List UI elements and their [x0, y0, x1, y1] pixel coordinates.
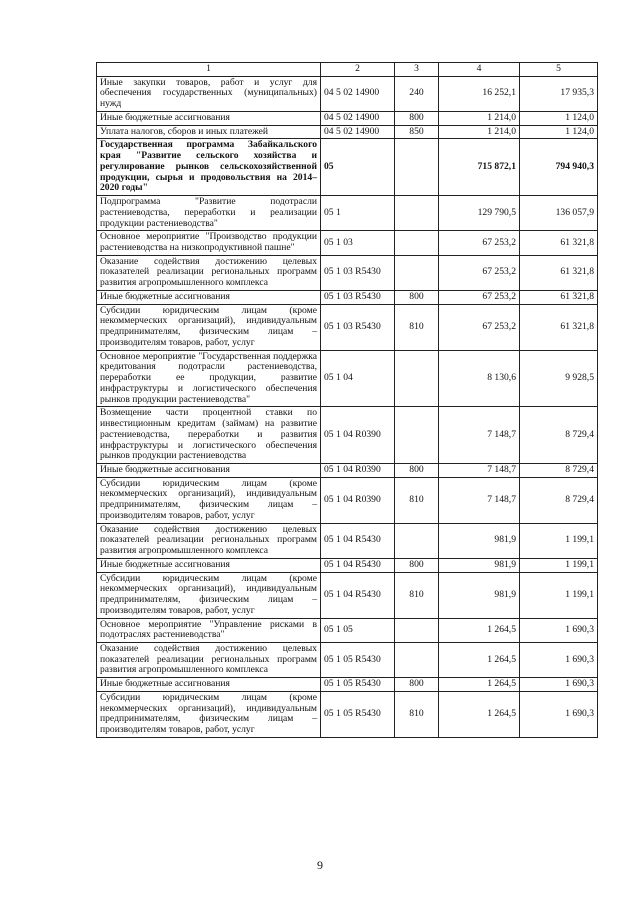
table-header-row — [97, 63, 598, 77]
row-type-cell — [395, 196, 439, 231]
row-code-cell: 05 1 05 R5430 — [321, 642, 395, 677]
row-type-cell: 800 — [395, 463, 439, 477]
table-row — [97, 477, 598, 523]
budget-table — [96, 62, 598, 738]
row-code-cell: 05 1 04 R5430 — [321, 572, 395, 618]
row-name-cell: Оказание содействия достижению целевых показателей реализации региональных программ развития агропромышленного комплекса — [97, 642, 321, 677]
row-name-cell: Основное мероприятие "Производство продукции растениеводства на низкопродуктивной пашне" — [97, 231, 321, 255]
row-code-cell: 05 1 03 R5430 — [321, 290, 395, 304]
row-code-cell: 05 1 04 R5430 — [321, 558, 395, 572]
row-code-cell: 05 1 03 — [321, 231, 395, 255]
row-type-cell: 800 — [395, 290, 439, 304]
row-amount-1-cell: 67 253,2 — [439, 304, 520, 350]
row-amount-1-cell: 67 253,2 — [439, 290, 520, 304]
table-row — [97, 139, 598, 196]
table-row — [97, 304, 598, 350]
table-row — [97, 523, 598, 558]
table-row — [97, 125, 598, 139]
table-row — [97, 407, 598, 464]
table-row — [97, 231, 598, 255]
table-row — [97, 290, 598, 304]
row-name-cell: Основное мероприятие "Государственная поддержка кредитования подотрасли растениеводства, переработки ее продукции, развитие инфраструктуры и логистического обеспечения рынков продукции растениеводства" — [97, 350, 321, 407]
table-row — [97, 255, 598, 290]
table-row — [97, 572, 598, 618]
row-name-cell: Уплата налогов, сборов и иных платежей — [97, 125, 321, 139]
row-amount-1-cell: 16 252,1 — [439, 76, 520, 111]
row-amount-2-cell: 61 321,8 — [520, 231, 598, 255]
row-name-cell: Оказание содействия достижению целевых показателей реализации региональных программ развития агропромышленного комплекса — [97, 523, 321, 558]
row-amount-1-cell: 1 214,0 — [439, 111, 520, 125]
row-code-cell: 05 1 05 R5430 — [321, 691, 395, 737]
header-cell-3: 3 — [395, 63, 439, 77]
row-amount-1-cell: 1 214,0 — [439, 125, 520, 139]
row-name-cell: Иные бюджетные ассигнования — [97, 290, 321, 304]
row-type-cell — [395, 523, 439, 558]
row-amount-2-cell: 136 057,9 — [520, 196, 598, 231]
row-code-cell: 05 1 05 R5430 — [321, 678, 395, 692]
row-amount-2-cell: 1 690,3 — [520, 642, 598, 677]
row-name-cell: Оказание содействия достижению целевых показателей реализации региональных программ развития агропромышленного комплекса — [97, 255, 321, 290]
row-amount-1-cell: 981,9 — [439, 523, 520, 558]
row-amount-2-cell: 61 321,8 — [520, 255, 598, 290]
row-type-cell: 810 — [395, 304, 439, 350]
row-name-cell: Иные бюджетные ассигнования — [97, 463, 321, 477]
header-cell-4: 4 — [439, 63, 520, 77]
row-amount-1-cell: 7 148,7 — [439, 477, 520, 523]
row-amount-1-cell: 981,9 — [439, 572, 520, 618]
row-amount-2-cell: 794 940,3 — [520, 139, 598, 196]
row-type-cell: 810 — [395, 477, 439, 523]
table-row — [97, 111, 598, 125]
row-amount-2-cell: 1 690,3 — [520, 691, 598, 737]
table-row — [97, 558, 598, 572]
table-row — [97, 678, 598, 692]
table-row — [97, 618, 598, 642]
row-amount-1-cell: 1 264,5 — [439, 618, 520, 642]
row-name-cell: Иные бюджетные ассигнования — [97, 111, 321, 125]
header-cell-5: 5 — [520, 63, 598, 77]
row-name-cell: Основное мероприятие "Управление рисками в подотраслях растениеводства" — [97, 618, 321, 642]
header-cell-2: 2 — [321, 63, 395, 77]
table-row — [97, 76, 598, 111]
table-row — [97, 463, 598, 477]
row-amount-2-cell: 17 935,3 — [520, 76, 598, 111]
row-type-cell — [395, 618, 439, 642]
row-amount-2-cell: 8 729,4 — [520, 407, 598, 464]
row-code-cell: 05 1 04 — [321, 350, 395, 407]
row-amount-1-cell: 715 872,1 — [439, 139, 520, 196]
row-code-cell: 05 1 04 R5430 — [321, 523, 395, 558]
row-code-cell: 04 5 02 14900 — [321, 125, 395, 139]
row-type-cell: 240 — [395, 76, 439, 111]
row-code-cell: 04 5 02 14900 — [321, 111, 395, 125]
row-type-cell: 810 — [395, 572, 439, 618]
row-type-cell — [395, 139, 439, 196]
row-type-cell: 800 — [395, 678, 439, 692]
row-name-cell: Иные бюджетные ассигнования — [97, 678, 321, 692]
row-amount-2-cell: 8 729,4 — [520, 477, 598, 523]
table-row — [97, 350, 598, 407]
row-name-cell: Субсидии юридическим лицам (кроме некоммерческих организаций), индивидуальным предпринимателям, физическим лицам – производителям товаров, работ, услуг — [97, 572, 321, 618]
row-code-cell: 05 1 03 R5430 — [321, 304, 395, 350]
row-name-cell: Иные бюджетные ассигнования — [97, 558, 321, 572]
row-amount-2-cell: 1 199,1 — [520, 523, 598, 558]
row-amount-1-cell: 7 148,7 — [439, 407, 520, 464]
row-name-cell: Иные закупки товаров, работ и услуг для обеспечения государственных (муниципальных) нужд — [97, 76, 321, 111]
row-amount-2-cell: 1 690,3 — [520, 618, 598, 642]
row-amount-1-cell: 1 264,5 — [439, 678, 520, 692]
row-amount-2-cell: 61 321,8 — [520, 304, 598, 350]
row-amount-1-cell: 67 253,2 — [439, 231, 520, 255]
row-code-cell: 05 1 04 R0390 — [321, 477, 395, 523]
row-code-cell: 05 1 — [321, 196, 395, 231]
row-type-cell — [395, 255, 439, 290]
row-amount-1-cell: 129 790,5 — [439, 196, 520, 231]
row-amount-2-cell: 1 199,1 — [520, 572, 598, 618]
page-number: 9 — [317, 858, 323, 872]
row-name-cell: Субсидии юридическим лицам (кроме некоммерческих организаций), индивидуальным предпринимателям, физическим лицам – производителям товаров, работ, услуг — [97, 304, 321, 350]
row-code-cell: 05 1 04 R0390 — [321, 407, 395, 464]
row-name-cell: Государственная программа Забайкальского края "Развитие сельского хозяйства и регулирование рынков сельскохозяйственной продукции, сырья и продовольствия на 2014–2020 годы" — [97, 139, 321, 196]
row-code-cell: 05 1 05 — [321, 618, 395, 642]
row-name-cell: Возмещение части процентной ставки по инвестиционным кредитам (займам) на развитие растениеводства, переработки и развития инфраструктуры и логистического обеспечения рынков продукции растениеводства — [97, 407, 321, 464]
row-type-cell: 850 — [395, 125, 439, 139]
row-type-cell: 800 — [395, 111, 439, 125]
row-amount-1-cell: 1 264,5 — [439, 642, 520, 677]
row-code-cell: 05 1 03 R5430 — [321, 255, 395, 290]
table-row — [97, 196, 598, 231]
row-amount-2-cell: 9 928,5 — [520, 350, 598, 407]
row-name-cell: Подпрограмма "Развитие подотрасли растениеводства, переработки и реализации продукции растениеводства" — [97, 196, 321, 231]
row-type-cell — [395, 407, 439, 464]
row-amount-1-cell: 8 130,6 — [439, 350, 520, 407]
table-row — [97, 642, 598, 677]
row-amount-2-cell: 61 321,8 — [520, 290, 598, 304]
row-amount-2-cell: 1 199,1 — [520, 558, 598, 572]
row-amount-2-cell: 1 690,3 — [520, 678, 598, 692]
row-amount-2-cell: 1 124,0 — [520, 111, 598, 125]
row-code-cell: 05 — [321, 139, 395, 196]
row-amount-2-cell: 1 124,0 — [520, 125, 598, 139]
row-name-cell: Субсидии юридическим лицам (кроме некоммерческих организаций), индивидуальным предпринимателям, физическим лицам – производителям товаров, работ, услуг — [97, 477, 321, 523]
row-amount-2-cell: 8 729,4 — [520, 463, 598, 477]
row-type-cell: 810 — [395, 691, 439, 737]
row-type-cell: 800 — [395, 558, 439, 572]
row-amount-1-cell: 67 253,2 — [439, 255, 520, 290]
row-type-cell — [395, 642, 439, 677]
row-amount-1-cell: 7 148,7 — [439, 463, 520, 477]
row-name-cell: Субсидии юридическим лицам (кроме некоммерческих организаций), индивидуальным предпринимателям, физическим лицам – производителям товаров, работ, услуг — [97, 691, 321, 737]
row-amount-1-cell: 981,9 — [439, 558, 520, 572]
row-type-cell — [395, 350, 439, 407]
row-code-cell: 04 5 02 14900 — [321, 76, 395, 111]
budget-table-body — [97, 63, 598, 738]
header-cell-1: 1 — [97, 63, 321, 77]
row-code-cell: 05 1 04 R0390 — [321, 463, 395, 477]
row-type-cell — [395, 231, 439, 255]
row-amount-1-cell: 1 264,5 — [439, 691, 520, 737]
table-row — [97, 691, 598, 737]
